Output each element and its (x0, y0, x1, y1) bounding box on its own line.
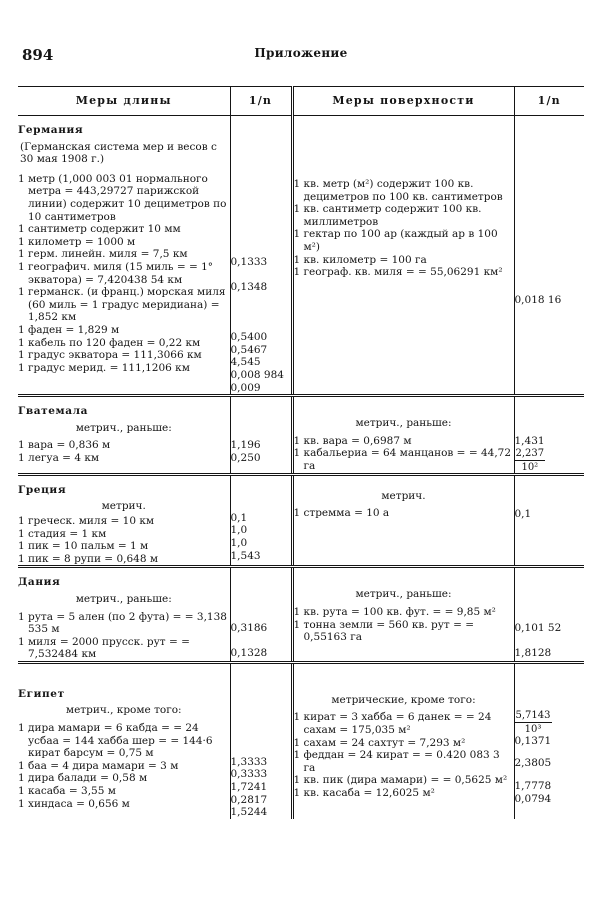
fraction (515, 710, 552, 735)
column-header-surface: Меры поверхности (292, 87, 514, 116)
germany-surface-cell (292, 116, 514, 396)
subhead: метрич., раньше: (355, 588, 452, 601)
germany-note: (Германская система мер и весов с 30 мая 1908 г.) (20, 140, 217, 166)
list-item: 1 кв. сантиметр содержит 100 кв. миллиметров (293, 203, 482, 228)
group-greece (18, 474, 584, 567)
subhead: метрич., раньше: (355, 417, 452, 430)
list-item: 1 рута = 5 ален (по 2 фута) = = 3,138 535 м (18, 610, 227, 636)
list-item: 1 дира мамари = 6 кабда = = 24 усбаа = 144 хабба шер = = 144·6 кират барсум = 0,75 м (18, 722, 213, 760)
list-item: 1 кв. касаба = 12,6025 м² (293, 787, 435, 800)
value: 1,196 (230, 439, 261, 452)
value: 1,8128 (514, 646, 552, 659)
list-item: 1 кв. пик (дира мамари) = = 0,5625 м² (293, 774, 508, 787)
value: 0,5400 (230, 331, 268, 344)
list-item: 1 пик = 10 пальм = 1 м (18, 540, 149, 553)
denmark-surface-cell (292, 567, 514, 663)
value: 0,2817 (230, 793, 268, 806)
fraction-numerator: 5,7143 (515, 709, 551, 721)
list-item: 1 кират = 3 хабба = 6 данек = = 24 сахам = 175,035 м² (293, 711, 492, 737)
list-item: 1 градус мерид. = 111,1206 км (18, 361, 190, 374)
list-item: 1 градус экватора = 111,3066 км (18, 349, 202, 362)
column-header-length: Меры длины (18, 87, 230, 116)
list-item: 1 тонна земли = 560 кв. рут = = 0,55163 га (293, 618, 474, 644)
value: 4,545 (230, 356, 261, 369)
value: 1,7241 (230, 781, 268, 794)
value: 0,101 52 (514, 622, 562, 635)
list-item: 1 кв. метр (м²) содержит 100 кв. дециметров по 100 кв. сантиметров (293, 178, 503, 203)
fraction-denominator: 10³ (524, 723, 542, 735)
running-title: Приложение (254, 46, 348, 60)
country-name: Греция (18, 483, 67, 496)
column-header-n1: 1/n (230, 87, 292, 116)
subhead: метрич., кроме того: (65, 704, 182, 717)
value: 2,3805 (514, 757, 552, 770)
denmark-length-n-cell (230, 567, 292, 663)
fraction (515, 448, 546, 473)
list-item: 1 географ. кв. миля = = 55,06291 км² (293, 266, 503, 279)
value: 1,3333 (230, 755, 268, 768)
value: 0,008 984 (230, 368, 284, 381)
list-item: 1 километр = 1000 м (18, 235, 136, 248)
list-item: 1 греческ. миля = 10 км (18, 514, 155, 527)
group-denmark (18, 567, 584, 663)
list-item: 1 кабель по 120 фаден = 0,22 км (18, 336, 201, 349)
list-item: 1 феддан = 24 кират = = 0.420 083 3 га (293, 749, 500, 774)
list-item: 1 гектар по 100 ар (каждый ар в 100 м²) (293, 228, 498, 253)
subhead: метрич. (381, 489, 426, 502)
guatemala-length-cell (18, 396, 230, 475)
column-header-n2: 1/n (514, 87, 584, 116)
list-item: 1 фаден = 1,829 м (18, 323, 120, 336)
guatemala-surface-n-cell (514, 396, 584, 475)
page-number: 894 (22, 46, 54, 64)
list-item: 1 легуа = 4 км (18, 451, 100, 464)
list-item: 1 германск. (и франц.) морская миля (60 миль = 1 градус меридиана) = 1,852 км (18, 286, 226, 324)
value: 1,431 (514, 435, 545, 448)
guatemala-surface-cell (292, 396, 514, 475)
egypt-length-cell (18, 662, 230, 818)
country-name: Египет (18, 687, 65, 700)
denmark-length-cell (18, 567, 230, 663)
value: 1,543 (230, 549, 261, 562)
list-item: 1 стадия = 1 км (18, 527, 107, 540)
germany-length-n-cell (230, 116, 292, 396)
germany-length-cell (18, 116, 230, 396)
list-item: 1 кв. рута = 100 кв. фут. = = 9,85 м² (293, 605, 496, 618)
list-item: 1 баа = 4 дира мамари = 3 м (18, 759, 179, 772)
value: 1,0 (230, 536, 248, 549)
country-name: Гватемала (18, 405, 89, 418)
subhead: метрические, кроме того: (331, 693, 476, 706)
value: 0,250 (230, 451, 261, 464)
list-item: 1 кабальериа = 64 манцанов = = 44,72 га (293, 447, 512, 472)
list-item: 1 герм. линейн. миля = 7,5 км (18, 248, 188, 261)
list-item: 1 миля = 2000 прусск. рут = = 7,532484 км (18, 635, 190, 661)
value: 0,1 (514, 507, 532, 520)
page (18, 42, 584, 819)
country-name: Германия (18, 124, 84, 136)
value: 0,009 (230, 381, 261, 394)
greece-length-cell (18, 474, 230, 567)
egypt-length-n-cell (230, 662, 292, 818)
value: 0,0794 (514, 792, 552, 805)
group-guatemala (18, 396, 584, 475)
list-item: 1 дира балади = 0,58 м (18, 772, 148, 785)
value: 0,1333 (230, 256, 268, 268)
value: 0,3333 (230, 768, 268, 781)
egypt-surface-n-cell (514, 662, 584, 818)
list-item: 1 кв. вара = 0,6987 м (293, 434, 412, 447)
group-germany (18, 116, 584, 396)
denmark-surface-n-cell (514, 567, 584, 663)
measures-table (18, 86, 584, 819)
germany-surface-n-cell (514, 116, 584, 396)
list-item: 1 метр (1,000 003 01 нормального метра = 443,29727 парижской линии) содержит 10 дециметров по 10 сантиметров (18, 172, 227, 223)
subhead: метрич., раньше: (75, 592, 172, 605)
list-item: 1 стремма = 10 а (293, 507, 390, 520)
value: 0,1 (230, 511, 248, 524)
value: 1,0 (230, 524, 248, 537)
list-item: 1 вара = 0,836 м (18, 439, 111, 452)
list-item: 1 географич. миля (15 миль = = 1° экватора) = 7,420438 54 км (18, 260, 214, 286)
value: 1,5244 (230, 806, 268, 819)
value: 0,1371 (514, 734, 552, 747)
list-item: 1 кв. километр = 100 га (293, 253, 427, 266)
greece-surface-n-cell (514, 474, 584, 567)
country-name: Дания (18, 576, 61, 589)
list-item: 1 пик = 8 рупи = 0,648 м (18, 552, 159, 565)
subhead: метрич. (101, 500, 146, 513)
guatemala-length-n-cell (230, 396, 292, 475)
list-item: 1 касаба = 3,55 м (18, 785, 116, 798)
group-egypt (18, 662, 584, 818)
value: 0,018 16 (514, 294, 562, 306)
value: 1,7778 (514, 780, 552, 793)
egypt-surface-cell (292, 662, 514, 818)
value: 0,1348 (230, 280, 268, 293)
value: 0,5467 (230, 343, 268, 356)
list-item: 1 сантиметр содержит 10 мм (18, 223, 181, 236)
value: 0,1328 (230, 646, 268, 659)
list-item: 1 хиндаса = 0,656 м (18, 797, 130, 810)
page-header (18, 42, 584, 64)
greece-length-n-cell (230, 474, 292, 567)
greece-surface-cell (292, 474, 514, 567)
subhead: метрич., раньше: (75, 421, 172, 434)
table-header-row (18, 87, 584, 116)
fraction-denominator: 10² (521, 461, 539, 473)
value: 0,3186 (230, 622, 268, 635)
list-item: 1 сахам = 24 сахтут = 7,293 м² (293, 736, 466, 749)
fraction-numerator: 2,237 (515, 447, 545, 459)
